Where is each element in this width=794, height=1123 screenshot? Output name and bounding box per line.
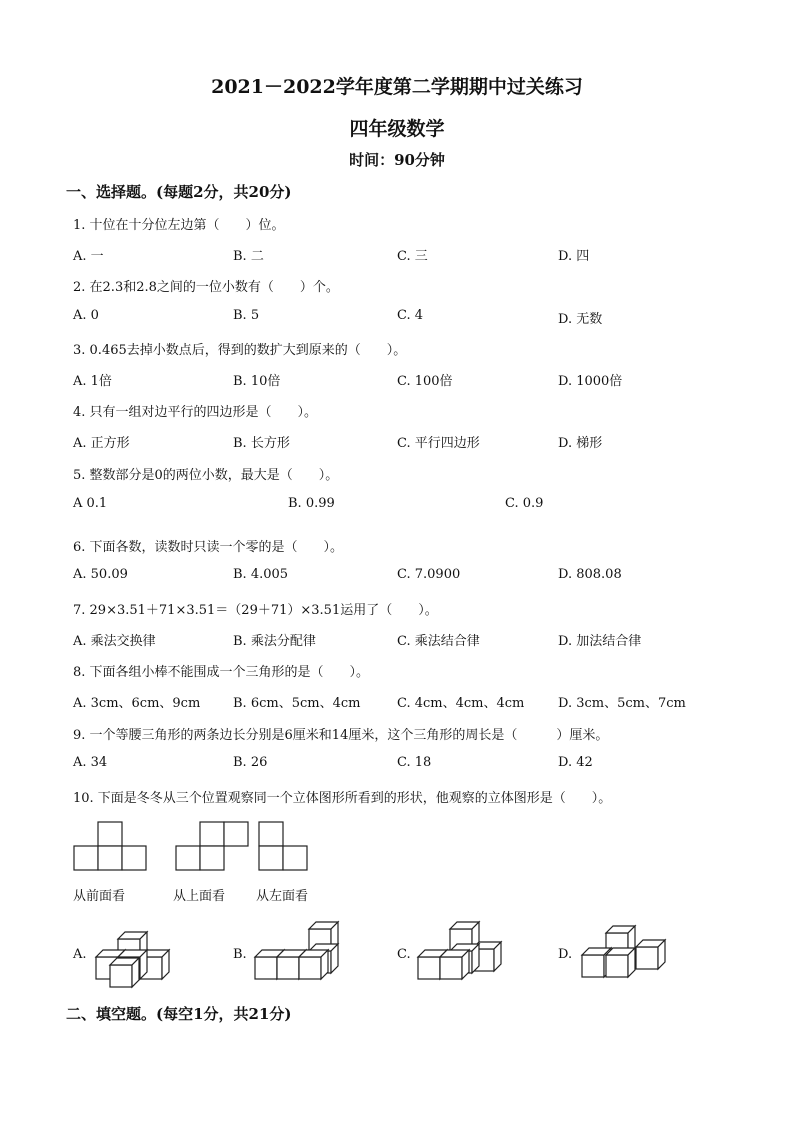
question-8-option-b: B. 6cm、5cm、4cm: [233, 696, 361, 711]
exam-subtitle: 四年级数学: [349, 118, 445, 140]
question-4-option-c: C. 平行四边形: [397, 436, 480, 451]
question-9-option-c: C. 18: [397, 755, 432, 770]
question-8: 8. 下面各组小棒不能围成一个三角形的是（ ）。: [73, 665, 370, 680]
question-8-option-a: A. 3cm、6cm、9cm: [73, 696, 201, 711]
question-9-option-a: A. 34: [73, 755, 108, 770]
section-choice-title: 一、选择题。(每题2分，共20分): [66, 183, 292, 201]
question-6: 6. 下面各数，读数时只读一个零的是（ ）。: [73, 540, 344, 555]
left-view-diagram: [259, 822, 307, 870]
question-7-option-a: A. 乘法交换律: [73, 634, 156, 649]
question-3-option-b: B. 10倍: [233, 374, 281, 389]
question-2-option-c: C. 4: [397, 308, 424, 323]
section-fill-title: 二、填空题。(每空1分，共21分): [66, 1005, 292, 1023]
solid-d-diagram: [582, 924, 674, 986]
view-label-left: 从左面看: [256, 889, 309, 904]
question-6-option-b: B. 4.005: [233, 567, 289, 582]
question-6-option-d: D. 808.08: [558, 567, 622, 582]
question-1-option-d: D. 四: [558, 249, 590, 264]
view-label-front: 从前面看: [73, 889, 126, 904]
question-1-option-a: A. 一: [73, 249, 104, 264]
question-7-option-d: D. 加法结合律: [558, 634, 642, 649]
question-2-option-b: B. 5: [233, 308, 260, 323]
question-9-option-d: D. 42: [558, 755, 593, 770]
solid-c-diagram: [418, 918, 510, 988]
top-view-diagram: [176, 822, 248, 870]
question-10-option-a: A.: [73, 947, 87, 962]
question-5-option-a: A 0.1: [73, 496, 108, 511]
question-7: 7. 29×3.51＋71×3.51＝（29＋71）×3.51运用了（ ）。: [73, 603, 438, 618]
question-6-option-a: A. 50.09: [73, 567, 128, 582]
question-5-option-c: C. 0.9: [505, 496, 544, 511]
exam-title: 2021－2022学年度第二学期期中过关练习: [211, 76, 583, 98]
question-10-option-b: B.: [233, 947, 247, 962]
question-7-option-c: C. 乘法结合律: [397, 634, 480, 649]
cube-front: [110, 958, 139, 987]
question-10-option-c: C.: [397, 947, 411, 962]
question-6-option-c: C. 7.0900: [397, 567, 461, 582]
front-view-diagram: [74, 822, 146, 870]
question-2: 2. 在2.3和2.8之间的一位小数有（ ）个。: [73, 280, 339, 295]
question-1-option-b: B. 二: [233, 249, 264, 264]
question-8-option-c: C. 4cm、4cm、4cm: [397, 696, 525, 711]
question-4-option-d: D. 梯形: [558, 436, 603, 451]
question-4-option-a: A. 正方形: [73, 436, 130, 451]
question-4-option-b: B. 长方形: [233, 436, 290, 451]
question-3: 3. 0.465去掉小数点后，得到的数扩大到原来的（ ）。: [73, 343, 407, 358]
question-8-option-d: D. 3cm、5cm、7cm: [558, 696, 686, 711]
question-5: 5. 整数部分是0的两位小数，最大是（ ）。: [73, 468, 339, 483]
question-10: 10. 下面是冬冬从三个位置观察同一个立体图形所看到的形状，他观察的立体图形是（ ）。: [73, 791, 612, 806]
question-10-option-d: D.: [558, 947, 573, 962]
question-9-option-b: B. 26: [233, 755, 268, 770]
solid-b-diagram: [255, 918, 347, 988]
view-label-top: 从上面看: [173, 889, 226, 904]
question-7-option-b: B. 乘法分配律: [233, 634, 316, 649]
question-1: 1. 十位在十分位左边第（ ）位。: [73, 218, 285, 233]
solid-a-diagram: [96, 924, 176, 988]
question-4: 4. 只有一组对边平行的四边形是（ ）。: [73, 405, 318, 420]
question-1-option-c: C. 三: [397, 249, 428, 264]
exam-time: 时间：90分钟: [349, 151, 445, 169]
question-9: 9. 一个等腰三角形的两条边长分别是6厘米和14厘米，这个三角形的周长是（ ）厘米。: [73, 728, 609, 743]
question-2-option-a: A. 0: [73, 308, 99, 323]
question-3-option-a: A. 1倍: [73, 374, 112, 389]
question-5-option-b: B. 0.99: [288, 496, 335, 511]
question-3-option-d: D. 1000倍: [558, 374, 623, 389]
question-2-option-d: D. 无数: [558, 312, 603, 327]
question-3-option-c: C. 100倍: [397, 374, 453, 389]
